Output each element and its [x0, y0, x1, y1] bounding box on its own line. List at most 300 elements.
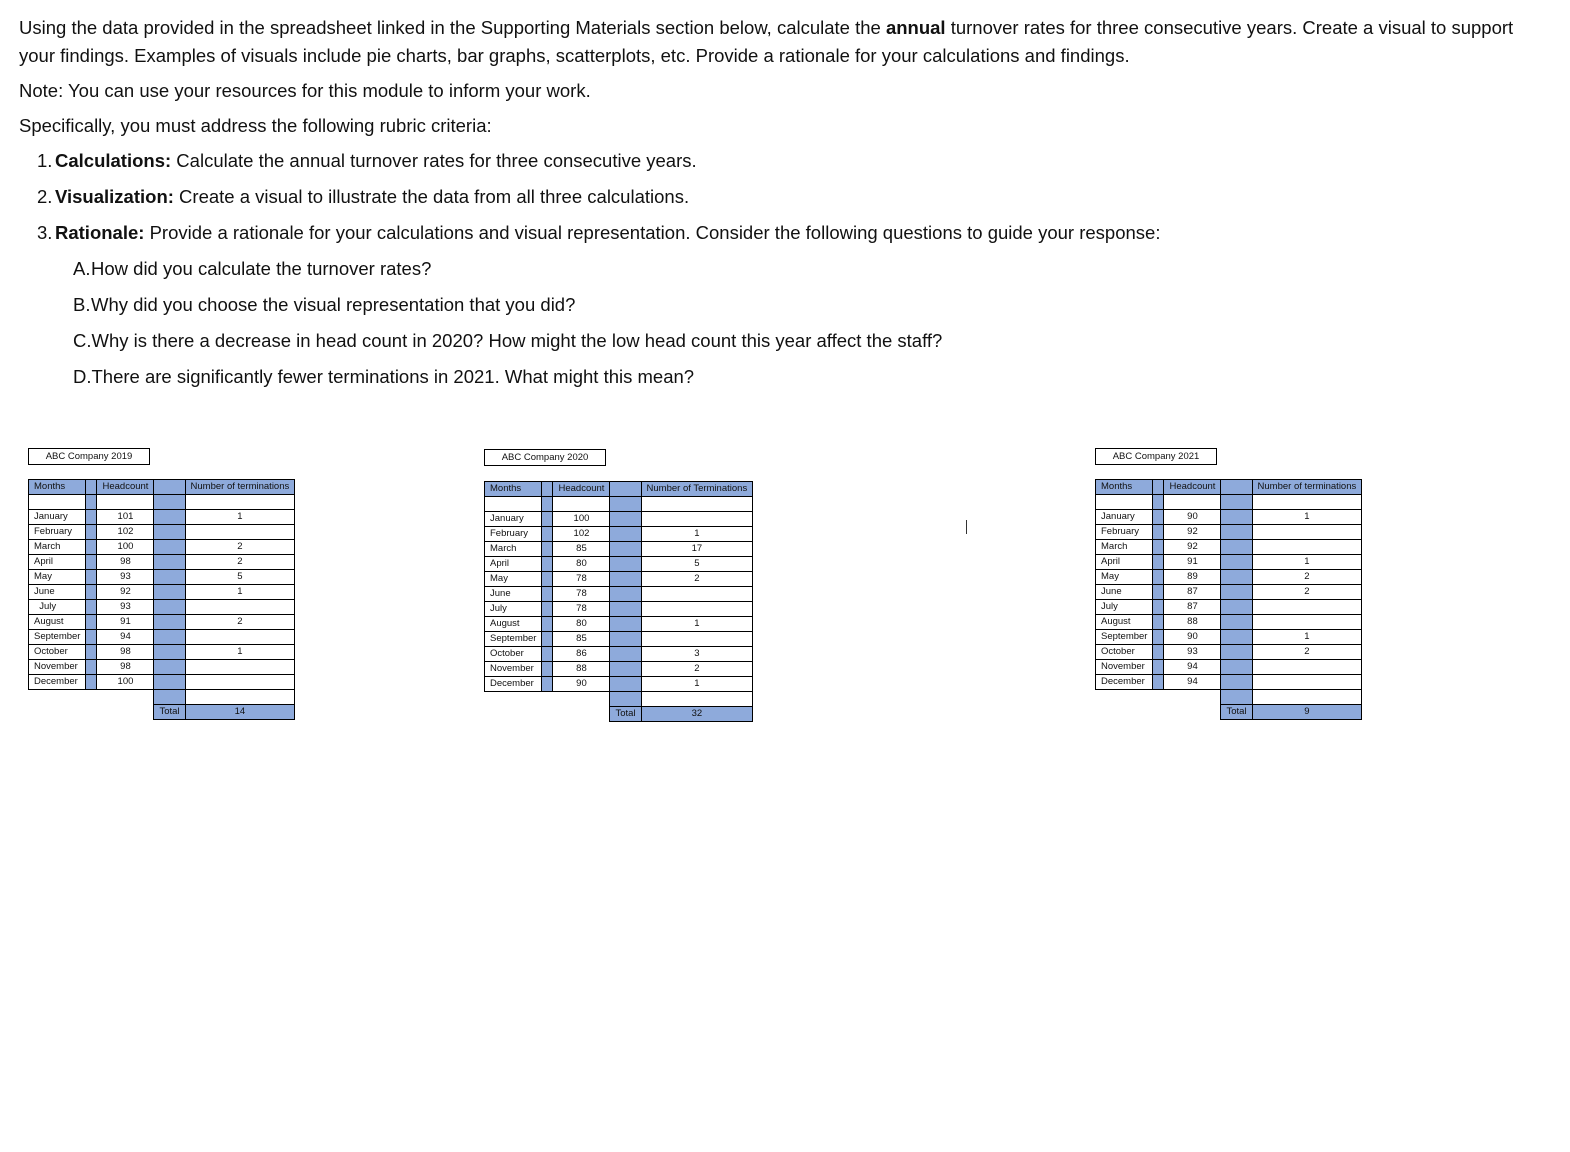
- table-row: [29, 555, 295, 570]
- text-cursor: [966, 520, 967, 534]
- blue-cell: [86, 555, 97, 570]
- table-row: [1096, 510, 1362, 525]
- headcount-cell: 94: [97, 630, 154, 645]
- headcount-cell: 93: [97, 570, 154, 585]
- blue-cell: [1221, 690, 1252, 705]
- specifically-paragraph: Specifically, you must address the following rubric criteria:: [19, 115, 492, 136]
- empty-cell: [1096, 705, 1153, 720]
- table-row: [1096, 525, 1362, 540]
- empty-cell: [185, 690, 295, 705]
- table-row: [1096, 600, 1362, 615]
- month-cell: March: [29, 540, 86, 555]
- month-cell: March: [485, 542, 542, 557]
- question-text: How did you calculate the turnover rates?: [91, 258, 432, 279]
- terminations-cell: 2: [1252, 645, 1362, 660]
- header-terminations: Number of Terminations: [641, 482, 753, 497]
- header-blank: [1153, 480, 1164, 495]
- terminations-cell: 5: [185, 570, 295, 585]
- table-row: [485, 662, 753, 677]
- empty-cell: [542, 692, 553, 707]
- table-row: [485, 512, 753, 527]
- table-row: [1096, 540, 1362, 555]
- terminations-cell: 1: [1252, 555, 1362, 570]
- headcount-cell: 98: [97, 645, 154, 660]
- blue-cell: [86, 570, 97, 585]
- header-row: [485, 482, 753, 497]
- blue-cell: [1153, 600, 1164, 615]
- blue-cell: [1153, 510, 1164, 525]
- terminations-cell: 5: [641, 557, 753, 572]
- month-cell: August: [29, 615, 86, 630]
- blue-cell: [542, 587, 553, 602]
- table-row: [1096, 645, 1362, 660]
- table-row: [485, 632, 753, 647]
- terminations-cell: 1: [1252, 630, 1362, 645]
- table-row: [29, 630, 295, 645]
- month-cell: December: [1096, 675, 1153, 690]
- total-value: 9: [1252, 705, 1362, 720]
- terminations-cell: [641, 602, 753, 617]
- blue-cell: [86, 645, 97, 660]
- table-row: [29, 615, 295, 630]
- blue-cell: [610, 542, 641, 557]
- total-value: 32: [641, 707, 753, 722]
- month-cell: May: [485, 572, 542, 587]
- blue-cell: [610, 662, 641, 677]
- terminations-cell: [185, 660, 295, 675]
- headcount-cell: 88: [553, 662, 610, 677]
- blue-cell: [1221, 630, 1252, 645]
- month-cell: April: [1096, 555, 1153, 570]
- intro-text-b: turnover rates for three consecutive years. Create a visual to support your findings. Examples of visuals include pie charts, bar graphs, scatterplots, etc. Provide a rationale for your calculations and findings.: [19, 17, 1514, 66]
- empty-cell: [553, 707, 610, 722]
- blue-cell: [1221, 645, 1252, 660]
- headcount-cell: 94: [1164, 660, 1221, 675]
- header-blank: [1221, 480, 1252, 495]
- blue-cell: [610, 602, 641, 617]
- blue-cell: [86, 675, 97, 690]
- empty-cell: [485, 707, 542, 722]
- terminations-cell: [1252, 660, 1362, 675]
- table-row: [29, 540, 295, 555]
- month-cell: July: [29, 600, 86, 615]
- terminations-cell: [185, 675, 295, 690]
- blue-cell: [542, 647, 553, 662]
- header-headcount: Headcount: [553, 482, 610, 497]
- blue-cell: [154, 510, 185, 525]
- blue-cell: [154, 495, 185, 510]
- criterion-3: [19, 219, 1549, 247]
- terminations-cell: [641, 587, 753, 602]
- question-d: [19, 363, 1549, 391]
- month-cell: October: [485, 647, 542, 662]
- blue-cell: [86, 615, 97, 630]
- terminations-cell: [1252, 525, 1362, 540]
- question-a: [19, 255, 1549, 283]
- empty-cell: [485, 497, 542, 512]
- empty-cell: [29, 690, 86, 705]
- headcount-cell: 100: [97, 675, 154, 690]
- headcount-cell: 100: [97, 540, 154, 555]
- headcount-cell: 90: [1164, 630, 1221, 645]
- blue-cell: [154, 525, 185, 540]
- month-cell: September: [1096, 630, 1153, 645]
- blue-cell: [1221, 675, 1252, 690]
- terminations-cell: 3: [641, 647, 753, 662]
- blue-cell: [154, 585, 185, 600]
- blue-cell: [542, 617, 553, 632]
- blue-cell: [1221, 555, 1252, 570]
- month-cell: September: [485, 632, 542, 647]
- terminations-cell: [641, 632, 753, 647]
- table-title: ABC Company 2021: [1095, 448, 1217, 465]
- spacer-row: [485, 497, 753, 512]
- terminations-cell: 2: [1252, 570, 1362, 585]
- header-blank: [610, 482, 641, 497]
- blue-cell: [1153, 615, 1164, 630]
- table-title: ABC Company 2020: [484, 449, 606, 466]
- total-label: Total: [154, 705, 185, 720]
- headcount-cell: 102: [553, 527, 610, 542]
- headcount-cell: 85: [553, 542, 610, 557]
- blue-cell: [86, 630, 97, 645]
- blue-cell: [1221, 585, 1252, 600]
- blue-cell: [610, 527, 641, 542]
- question-c: [19, 327, 1549, 355]
- header-row: [29, 480, 295, 495]
- terminations-cell: 1: [1252, 510, 1362, 525]
- question-letter: B.: [73, 294, 91, 315]
- table-row: [1096, 630, 1362, 645]
- table-row: [29, 675, 295, 690]
- table-row: [1096, 675, 1362, 690]
- blue-cell: [154, 660, 185, 675]
- headcount-cell: 92: [1164, 540, 1221, 555]
- criterion-label: Calculations:: [55, 150, 172, 171]
- month-cell: May: [29, 570, 86, 585]
- empty-cell: [553, 497, 610, 512]
- month-cell: December: [485, 677, 542, 692]
- note-paragraph: Note: You can use your resources for this module to inform your work.: [19, 80, 591, 101]
- empty-cell: [1164, 705, 1221, 720]
- blue-cell: [1153, 525, 1164, 540]
- header-terminations: Number of terminations: [1252, 480, 1362, 495]
- blue-cell: [1221, 510, 1252, 525]
- criterion-text: Calculate the annual turnover rates for three consecutive years.: [171, 150, 697, 171]
- blue-cell: [610, 617, 641, 632]
- empty-cell: [485, 692, 542, 707]
- empty-cell: [97, 495, 154, 510]
- header-blank: [86, 480, 97, 495]
- question-text: Why is there a decrease in head count in 2020? How might the low head count this year affect the staff?: [91, 330, 943, 351]
- criterion-text: Create a visual to illustrate the data from all three calculations.: [173, 186, 690, 207]
- header-blank: [154, 480, 185, 495]
- blue-cell: [610, 512, 641, 527]
- headcount-cell: 98: [97, 555, 154, 570]
- empty-cell: [1164, 690, 1221, 705]
- blue-cell: [1221, 600, 1252, 615]
- empty-cell: [1164, 495, 1221, 510]
- question-letter: A.: [73, 258, 91, 279]
- criterion-number: 1.: [37, 150, 53, 171]
- terminations-cell: 17: [641, 542, 753, 557]
- blank-row: [29, 690, 295, 705]
- empty-cell: [86, 690, 97, 705]
- blue-cell: [1221, 660, 1252, 675]
- blue-cell: [542, 632, 553, 647]
- blue-cell: [86, 510, 97, 525]
- blue-cell: [542, 662, 553, 677]
- empty-cell: [97, 705, 154, 720]
- empty-cell: [1096, 495, 1153, 510]
- headcount-cell: 98: [97, 660, 154, 675]
- intro-paragraph: [19, 14, 1549, 70]
- total-row: [485, 707, 753, 722]
- headcount-cell: 89: [1164, 570, 1221, 585]
- blue-cell: [610, 557, 641, 572]
- headcount-cell: 80: [553, 617, 610, 632]
- blue-cell: [1153, 540, 1164, 555]
- table-row: [485, 602, 753, 617]
- empty-cell: [641, 497, 753, 512]
- table-row: [1096, 660, 1362, 675]
- month-cell: July: [1096, 600, 1153, 615]
- blue-cell: [542, 542, 553, 557]
- blue-cell: [1153, 555, 1164, 570]
- empty-cell: [1153, 690, 1164, 705]
- blue-cell: [154, 555, 185, 570]
- blue-cell: [86, 585, 97, 600]
- blue-cell: [1221, 570, 1252, 585]
- blue-cell: [1221, 495, 1252, 510]
- empty-cell: [1252, 690, 1362, 705]
- terminations-cell: 1: [185, 510, 295, 525]
- headcount-cell: 90: [553, 677, 610, 692]
- blue-cell: [1153, 570, 1164, 585]
- terminations-cell: [1252, 615, 1362, 630]
- blue-cell: [610, 587, 641, 602]
- headcount-cell: 90: [1164, 510, 1221, 525]
- terminations-cell: 2: [185, 615, 295, 630]
- table-row: [29, 510, 295, 525]
- headcount-cell: 100: [553, 512, 610, 527]
- month-cell: February: [1096, 525, 1153, 540]
- empty-cell: [1153, 705, 1164, 720]
- table-row: [485, 677, 753, 692]
- blue-cell: [1221, 615, 1252, 630]
- headcount-cell: 78: [553, 587, 610, 602]
- empty-cell: [86, 705, 97, 720]
- empty-cell: [97, 690, 154, 705]
- headcount-cell: 91: [1164, 555, 1221, 570]
- empty-cell: [553, 692, 610, 707]
- criterion-1: [19, 147, 1549, 175]
- headcount-cell: 92: [1164, 525, 1221, 540]
- header-months: Months: [29, 480, 86, 495]
- blue-cell: [154, 690, 185, 705]
- blue-cell: [542, 602, 553, 617]
- total-label: Total: [1221, 705, 1252, 720]
- criterion-text: Provide a rationale for your calculations and visual representation. Consider the following questions to guide your response:: [144, 222, 1161, 243]
- terminations-cell: [1252, 600, 1362, 615]
- blue-cell: [610, 692, 641, 707]
- blue-cell: [1153, 645, 1164, 660]
- blue-cell: [1153, 675, 1164, 690]
- terminations-cell: [1252, 540, 1362, 555]
- spreadsheet-table: [28, 479, 295, 720]
- terminations-cell: 1: [641, 617, 753, 632]
- headcount-cell: 91: [97, 615, 154, 630]
- blue-cell: [542, 677, 553, 692]
- criterion-label: Rationale:: [55, 222, 145, 243]
- blue-cell: [610, 647, 641, 662]
- month-cell: June: [1096, 585, 1153, 600]
- spreadsheet-table: [484, 481, 753, 722]
- intro-bold: annual: [885, 17, 946, 38]
- header-row: [1096, 480, 1362, 495]
- table-row: [29, 660, 295, 675]
- empty-cell: [29, 705, 86, 720]
- month-cell: October: [29, 645, 86, 660]
- month-cell: January: [485, 512, 542, 527]
- blue-cell: [542, 527, 553, 542]
- question-text: Why did you choose the visual representation that you did?: [91, 294, 576, 315]
- empty-cell: [29, 495, 86, 510]
- table-title: ABC Company 2019: [28, 448, 150, 465]
- blue-cell: [610, 497, 641, 512]
- blue-cell: [154, 615, 185, 630]
- table-row: [1096, 570, 1362, 585]
- criterion-number: 3.: [37, 222, 53, 243]
- month-cell: August: [485, 617, 542, 632]
- terminations-cell: [641, 512, 753, 527]
- header-months: Months: [485, 482, 542, 497]
- table-row: [485, 572, 753, 587]
- terminations-cell: [185, 630, 295, 645]
- table-row: [29, 600, 295, 615]
- month-cell: August: [1096, 615, 1153, 630]
- month-cell: July: [485, 602, 542, 617]
- headcount-cell: 78: [553, 602, 610, 617]
- table-row: [485, 587, 753, 602]
- terminations-cell: 1: [641, 527, 753, 542]
- criterion-number: 2.: [37, 186, 53, 207]
- terminations-cell: 2: [185, 555, 295, 570]
- month-cell: February: [29, 525, 86, 540]
- headcount-cell: 102: [97, 525, 154, 540]
- table-row: [1096, 555, 1362, 570]
- header-terminations: Number of terminations: [185, 480, 295, 495]
- terminations-cell: 2: [641, 662, 753, 677]
- terminations-cell: 2: [185, 540, 295, 555]
- empty-cell: [641, 692, 753, 707]
- intro-text-a: Using the data provided in the spreadsheet linked in the Supporting Materials section below, calculate the: [19, 17, 886, 38]
- terminations-cell: 1: [185, 585, 295, 600]
- headcount-cell: 88: [1164, 615, 1221, 630]
- blue-cell: [1153, 585, 1164, 600]
- blue-cell: [542, 512, 553, 527]
- table-row: [485, 527, 753, 542]
- blue-cell: [1221, 525, 1252, 540]
- blue-cell: [1221, 540, 1252, 555]
- terminations-cell: 2: [641, 572, 753, 587]
- headcount-cell: 80: [553, 557, 610, 572]
- table-row: [485, 557, 753, 572]
- total-row: [29, 705, 295, 720]
- table-row: [1096, 615, 1362, 630]
- terminations-cell: 1: [641, 677, 753, 692]
- terminations-cell: 2: [1252, 585, 1362, 600]
- total-label: Total: [610, 707, 641, 722]
- question-b: [19, 291, 1549, 319]
- total-value: 14: [185, 705, 295, 720]
- headcount-cell: 87: [1164, 585, 1221, 600]
- empty-cell: [1252, 495, 1362, 510]
- month-cell: January: [29, 510, 86, 525]
- headcount-cell: 87: [1164, 600, 1221, 615]
- headcount-cell: 101: [97, 510, 154, 525]
- blue-cell: [1153, 495, 1164, 510]
- table-row: [29, 570, 295, 585]
- blank-row: [1096, 690, 1362, 705]
- month-cell: November: [1096, 660, 1153, 675]
- total-row: [1096, 705, 1362, 720]
- table-row: [485, 647, 753, 662]
- criterion-2: [19, 183, 1549, 211]
- blue-cell: [86, 600, 97, 615]
- blue-cell: [610, 677, 641, 692]
- headcount-cell: 85: [553, 632, 610, 647]
- table-row: [29, 585, 295, 600]
- spreadsheet-table: [1095, 479, 1362, 720]
- blue-cell: [610, 572, 641, 587]
- month-cell: September: [29, 630, 86, 645]
- headcount-cell: 86: [553, 647, 610, 662]
- blue-cell: [1153, 660, 1164, 675]
- headcount-cell: 93: [1164, 645, 1221, 660]
- table-row: [29, 525, 295, 540]
- month-cell: March: [1096, 540, 1153, 555]
- table-row: [29, 645, 295, 660]
- instructions: [19, 14, 1549, 399]
- month-cell: December: [29, 675, 86, 690]
- month-cell: April: [485, 557, 542, 572]
- month-cell: November: [29, 660, 86, 675]
- terminations-cell: [1252, 675, 1362, 690]
- month-cell: October: [1096, 645, 1153, 660]
- blue-cell: [86, 525, 97, 540]
- spacer-row: [29, 495, 295, 510]
- headcount-cell: 94: [1164, 675, 1221, 690]
- question-text: There are significantly fewer terminations in 2021. What might this mean?: [91, 366, 695, 387]
- month-cell: June: [485, 587, 542, 602]
- empty-cell: [542, 707, 553, 722]
- spacer-row: [1096, 495, 1362, 510]
- blue-cell: [86, 540, 97, 555]
- headcount-cell: 93: [97, 600, 154, 615]
- month-cell: February: [485, 527, 542, 542]
- blue-cell: [542, 497, 553, 512]
- blue-cell: [610, 632, 641, 647]
- table-row: [485, 617, 753, 632]
- blue-cell: [86, 495, 97, 510]
- blue-cell: [154, 675, 185, 690]
- question-letter: C.: [73, 330, 92, 351]
- terminations-cell: [185, 525, 295, 540]
- header-headcount: Headcount: [1164, 480, 1221, 495]
- blue-cell: [154, 630, 185, 645]
- blue-cell: [154, 540, 185, 555]
